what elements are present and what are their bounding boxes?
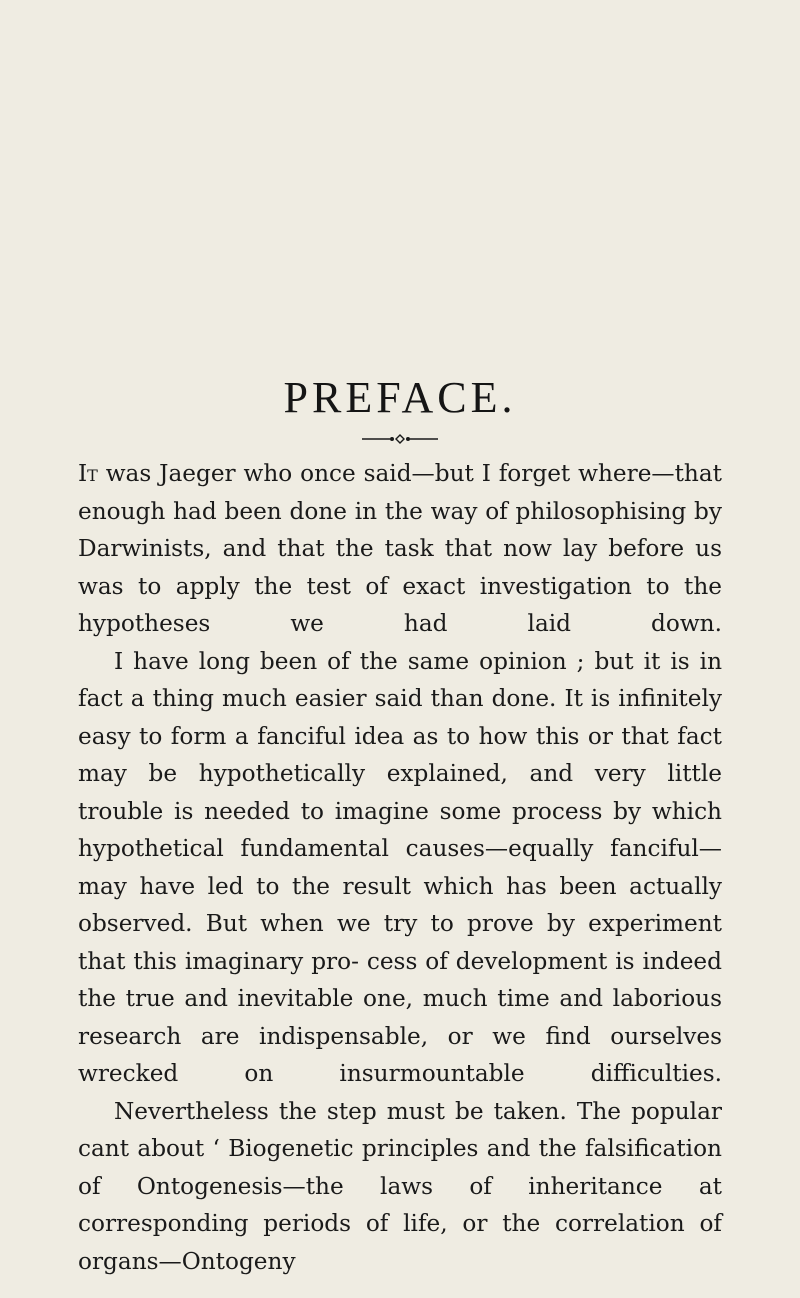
preface-text — [78, 455, 722, 1280]
paragraph-1 — [78, 455, 722, 643]
paragraph-3: Nevertheless the step must be taken. The popular cant about ‘ Biogenetic principles and the falsification of Ontogenesis—the laws of inheritance at corresponding periods of life, or the correlation of organs—Ontogeny — [78, 1097, 722, 1275]
ornamental-rule-icon — [360, 432, 440, 446]
page-title: PREFACE. — [283, 373, 517, 423]
paragraph-1-text: was Jaeger who once said—but I forget where—that enough had been done in the way of philosophising by Darwinists, and that the task that now lay before us was to apply the test of exact investigation to the hypotheses we had laid down. — [78, 460, 722, 637]
paragraph-2: I have long been of the same opinion ; but it is in fact a thing much easier said than done. It is infinitely easy to form a fanciful idea as to how this or that fact may be hypothetically explained, and very little trouble is needed to imagine some process by which hypothetical fundamental causes—equally fanciful—may have led to the result which has been actually observed. But when we try to prove by experiment that this imaginary pro- cess of development is indeed the true and inevitable one, much time and laborious research are indispensable, or we find ourselves wrecked on insurmountable difficulties. — [78, 647, 722, 1087]
paragraph-1-lead: It — [78, 460, 98, 487]
